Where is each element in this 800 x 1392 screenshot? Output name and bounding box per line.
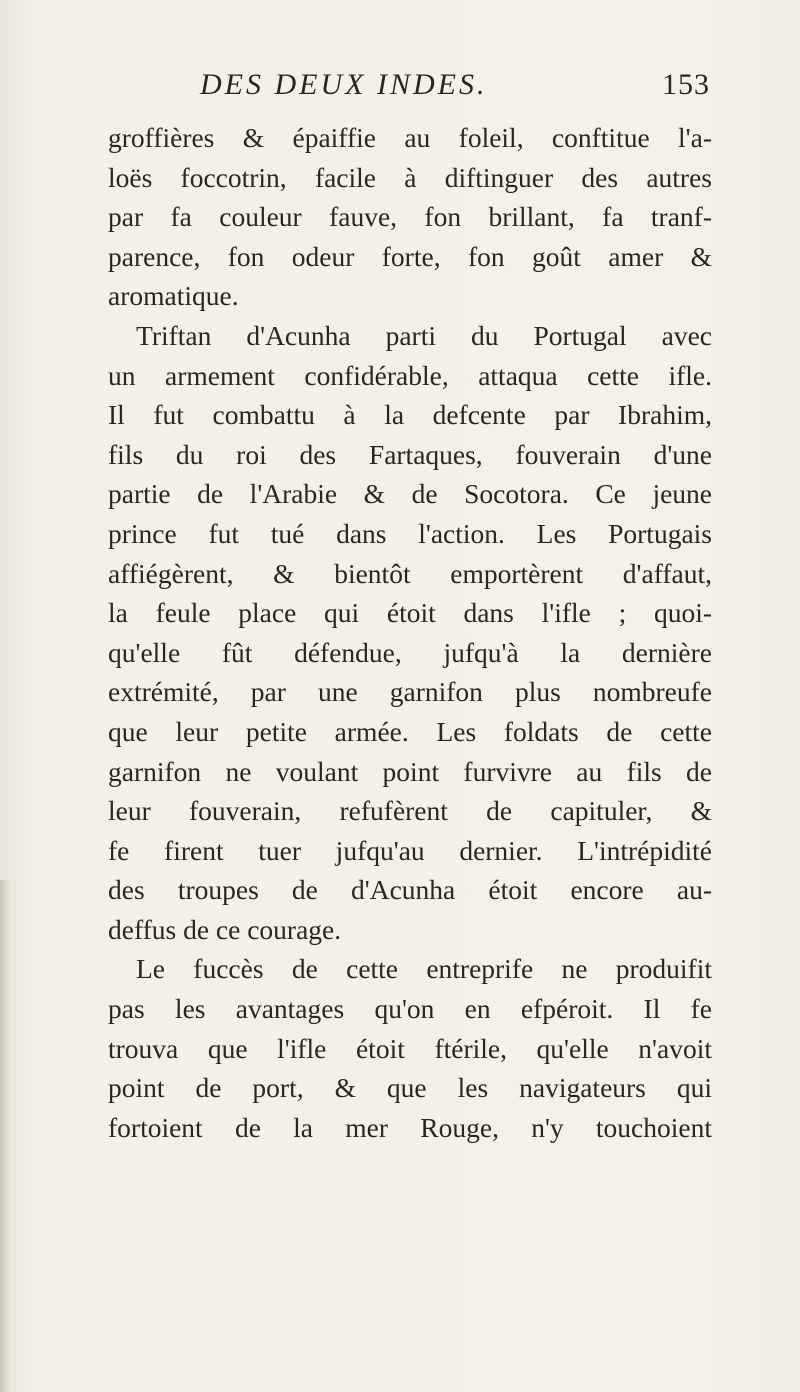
- gutter-shadow: [0, 880, 10, 1392]
- text-line: fortoient de la mer Rouge, n'y touchoient: [108, 1111, 712, 1143]
- text-line: garnifon ne voulant point furvivre au fils de: [108, 755, 712, 787]
- text-line: Triftan d'Acunha parti du Portugal avec: [136, 319, 712, 351]
- running-title: DES DEUX INDES.: [200, 68, 488, 101]
- text-line: pas les avantages qu'on en efpéroit. Il fe: [108, 993, 712, 1025]
- text-line: que leur petite armée. Les foldats de cette: [108, 715, 712, 747]
- page-header: [200, 68, 710, 112]
- text-line: la feule place qui étoit dans l'ifle ; quoi-: [108, 597, 712, 629]
- text-line: un armement confidérable, attaqua cette ifle.: [108, 359, 712, 391]
- text-line: Il fut combattu à la defcente par Ibrahim,: [108, 399, 712, 431]
- text-line: leur fouverain, refufèrent de capituler, &: [108, 795, 712, 827]
- text-line: Le fuccès de cette entreprife ne produifit: [136, 953, 712, 985]
- text-line: par fa couleur fauve, fon brillant, fa tranf-: [108, 201, 712, 233]
- text-line: partie de l'Arabie & de Socotora. Ce jeune: [108, 478, 712, 510]
- text-line: point de port, & que les navigateurs qui: [108, 1072, 712, 1104]
- text-line: affiégèrent, & bientôt emportèrent d'affaut,: [108, 557, 712, 589]
- text-line: loës foccotrin, facile à diftinguer des autres: [108, 161, 712, 193]
- text-line: trouva que l'ifle étoit ftérile, qu'elle n'avoit: [108, 1032, 712, 1064]
- text-line: groffières & épaiffie au foleil, conftitue l'a-: [108, 122, 712, 153]
- page-number: 153: [662, 68, 710, 101]
- text-line: aromatique.: [108, 280, 239, 312]
- text-line: fe firent tuer jufqu'au dernier. L'intrépidité: [108, 834, 712, 866]
- text-line: parence, fon odeur forte, fon goût amer &: [108, 240, 712, 272]
- text-line: qu'elle fût défendue, jufqu'à la dernière: [108, 636, 712, 668]
- text-line: deffus de ce courage.: [108, 913, 342, 945]
- text-line: prince fut tué dans l'action. Les Portugais: [108, 517, 712, 549]
- text-line: des troupes de d'Acunha étoit encore au-: [108, 874, 712, 906]
- body-text: [108, 118, 712, 1147]
- text-line: extrémité, par une garnifon plus nombreufe: [108, 676, 712, 708]
- text-line: fils du roi des Fartaques, fouverain d'une: [108, 438, 712, 470]
